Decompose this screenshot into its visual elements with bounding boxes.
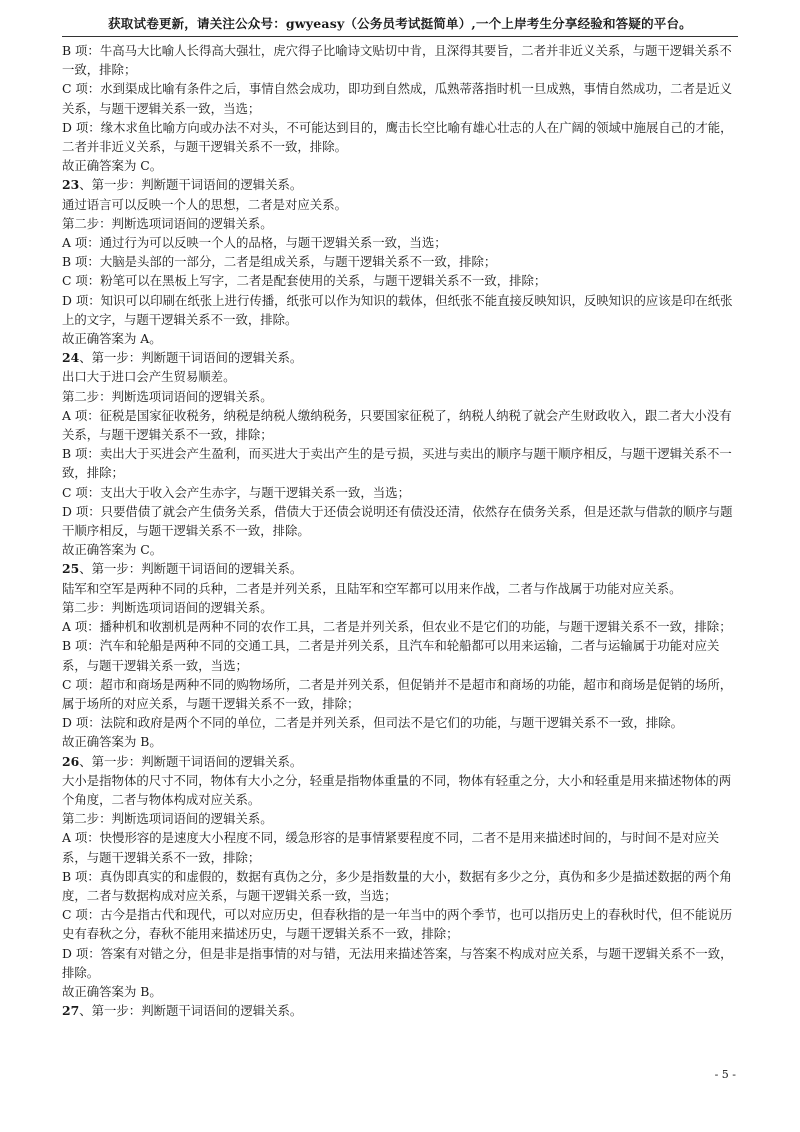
paragraph: A 项：播种机和收割机是两种不同的农作工具，二者是并列关系，但农业不是它们的功能，与题干逻辑关系不一致，排除； — [62, 619, 732, 635]
paragraph: 大小是指物体的尺寸不同，物体有大小之分，轻重是指物体重量的不同，物体有轻重之分，大小和轻重是用来描述物体的两个角度，二者与物体构成对应关系。 — [62, 772, 732, 807]
answer-line: 故正确答案为 B。 — [62, 983, 162, 999]
paragraph: D 项：只要借债了就会产生债务关系，借债大于还债会说明还有债没还清，依然存在债务关系，但是还款与借款的顺序与题干顺序相反，与题干逻辑关系不一致，排除。 — [62, 503, 733, 539]
paragraph: 陆军和空军是两种不同的兵种，二者是并列关系，且陆军和空军都可以用来作战，二者与作战属于功能对应关系。 — [62, 580, 682, 596]
question-number: 26 — [62, 753, 80, 769]
answer-line: 故正确答案为 A。 — [62, 331, 162, 347]
question-heading: 26、第一步：判断题干词语间的逻辑关系。 — [62, 753, 303, 769]
paragraph: C 项：水到渠成比喻有条件之后，事情自然会成功，即功到自然成，瓜熟蒂落指时机一旦成熟，事情自然成功，二者是近义关系，与题干逻辑关系一致，当选； — [62, 81, 733, 116]
paragraph: B 项：汽车和轮船是两种不同的交通工具，二者是并列关系，且汽车和轮船都可以用来运输，二者与运输属于功能对应关系，与题干逻辑关系一致，当选； — [62, 638, 720, 673]
paragraph: 第二步：判断选项词语间的逻辑关系。 — [62, 811, 273, 827]
question-number: 24 — [62, 350, 80, 366]
answer-explanations — [62, 41, 738, 1020]
question-heading: 25、第一步：判断题干词语间的逻辑关系。 — [62, 561, 303, 577]
paragraph: A 项：快慢形容的是速度大小程度不同，缓急形容的是事情紧要程度不同，二者不是用来描述时间的，与时间不是对应关系，与题干逻辑关系不一致，排除； — [62, 830, 720, 865]
paragraph: D 项：缘木求鱼比喻方向或办法不对头，不可能达到目的，鹰击长空比喻有雄心壮志的人在广阔的领域中施展自己的才能，二者并非近义关系，与题干逻辑关系不一致，排除。 — [62, 119, 733, 155]
paragraph: C 项：超市和商场是两种不同的购物场所，二者是并列关系，但促销并不是超市和商场的功能，超市和商场是促销的场所，属于场所的对应关系，与题干逻辑关系不一致，排除； — [62, 676, 733, 711]
paragraph: D 项：答案有对错之分，但是非是指事情的对与错，无法用来描述答案，与答案不构成对应关系，与题干逻辑关系不一致，排除。 — [62, 945, 733, 980]
paragraph: D 项：知识可以印刷在纸张上进行传播，纸张可以作为知识的载体，但纸张不能直接反映知识，反映知识的应该是印在纸张上的文字，与题干逻辑关系不一致，排除。 — [62, 292, 733, 327]
paragraph: 第二步：判断选项词语间的逻辑关系。 — [62, 215, 273, 231]
paragraph: 第二步：判断选项词语间的逻辑关系。 — [62, 599, 273, 615]
paragraph: A 项：通过行为可以反映一个人的品格，与题干逻辑关系一致，当选； — [62, 235, 447, 251]
question-number: 23 — [62, 177, 80, 193]
header-rule — [62, 36, 738, 37]
question-heading: 24、第一步：判断题干词语间的逻辑关系。 — [62, 350, 303, 366]
page-number: - 5 - — [714, 1068, 736, 1081]
paragraph: 第二步：判断选项词语间的逻辑关系。 — [62, 388, 273, 404]
paragraph: C 项：支出大于收入会产生赤字，与题干逻辑关系一致，当选； — [62, 484, 410, 500]
question-heading: 23、第一步：判断题干词语间的逻辑关系。 — [62, 177, 303, 193]
paragraph: C 项：古今是指古代和现代，可以对应历史，但春秋指的是一年当中的两个季节，也可以指历史上的春秋时代，但不能说历史有春秋之分，春秋不能用来描述历史，与题干逻辑关系不一致，排除； — [62, 907, 733, 942]
paragraph: B 项：牛高马大比喻人长得高大强壮，虎穴得子比喻诗文贴切中肯，且深得其要旨，二者并非近义关系，与题干逻辑关系不一致，排除； — [62, 43, 732, 78]
question-number: 27 — [62, 1003, 80, 1019]
paragraph: D 项：法院和政府是两个不同的单位，二者是并列关系，但司法不是它们的功能，与题干逻辑关系不一致，排除。 — [62, 715, 684, 731]
paragraph: B 项：真伪即真实的和虚假的，数据有真伪之分，多少是指数量的大小，数据有多少之分，真伪和多少是描述数据的两个角度，二者与数据构成对应关系，与题干逻辑关系一致，当选； — [62, 868, 732, 903]
paragraph: C 项：粉笔可以在黑板上写字，二者是配套使用的关系，与题干逻辑关系不一致，排除； — [62, 273, 547, 289]
paragraph: A 项：征税是国家征收税务，纳税是纳税人缴纳税务，只要国家征税了，纳税人纳税了就会产生财政收入，跟二者大小没有关系，与题干逻辑关系不一致，排除； — [62, 407, 732, 443]
page-header: 获取试卷更新，请关注公众号：gwyeasy（公务员考试挺简单）,一个上岸考生分享经验和答疑的平台。 — [108, 16, 692, 31]
paragraph: 出口大于进口会产生贸易顺差。 — [62, 369, 236, 385]
answer-line: 故正确答案为 C。 — [62, 542, 163, 558]
paragraph: B 项：大脑是头部的一部分，二者是组成关系，与题干逻辑关系不一致，排除； — [62, 254, 497, 270]
question-number: 25 — [62, 561, 80, 577]
answer-line: 故正确答案为 B。 — [62, 734, 162, 750]
paragraph: 通过语言可以反映一个人的思想，二者是对应关系。 — [62, 196, 347, 212]
paragraph: B 项：卖出大于买进会产生盈利，而买进大于卖出产生的是亏损，买进与卖出的顺序与题干顺序相反，与题干逻辑关系不一致，排除； — [62, 446, 732, 481]
answer-line: 故正确答案为 C。 — [62, 158, 163, 174]
question-heading: 27、第一步：判断题干词语间的逻辑关系。 — [62, 1003, 303, 1019]
